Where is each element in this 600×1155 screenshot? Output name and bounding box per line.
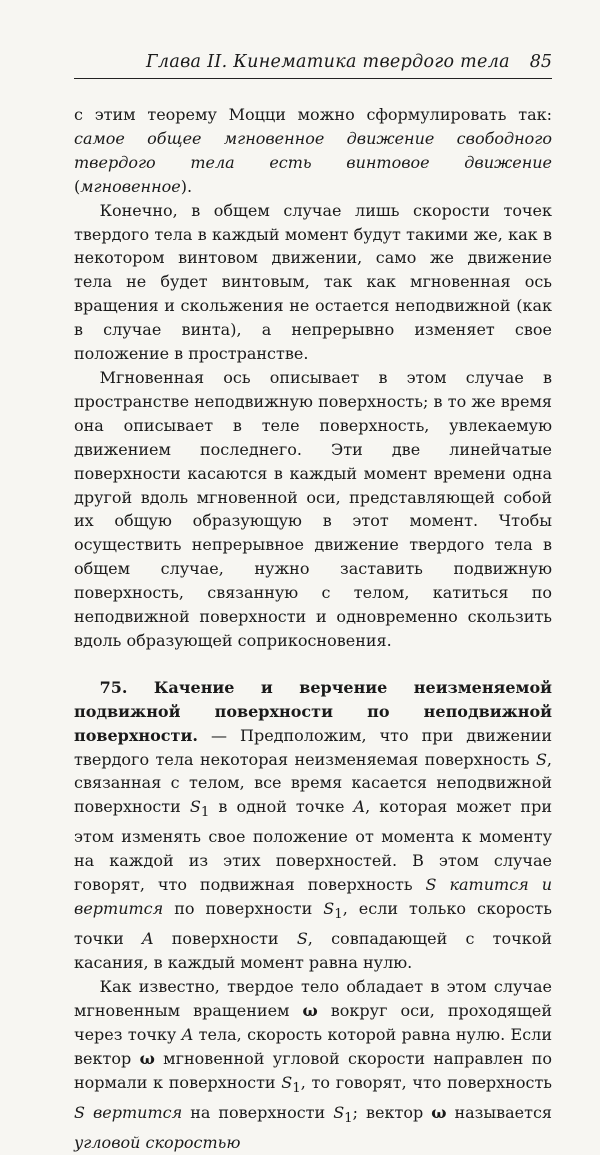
section-heading: 75. Качение и верчение неизменяемой подвижной поверхности по неподвижной поверхности. xyxy=(74,677,552,745)
running-title: Глава II. Кинематика твердого тела xyxy=(146,52,510,72)
paragraph-1: с этим теорему Моцци можно сформулировать так: самое общее мгновенное движение свободного твердого тела есть винтовое движение (мгновенное). xyxy=(74,105,552,196)
paragraph-2: Конечно, в общем случае лишь скорости точек твердого тела в каждый момент будут такими же, как в некотором винтовом движении, само же движение тела не будет винтовым, так как мгновенная ось вращения и скольжения не остается неподвижной (как в случае винта), а непрерывно изменяет свое положение в пространстве. xyxy=(74,200,552,364)
paragraph-3: Мгновенная ось описывает в этом случае в пространстве неподвижную поверхность; в то же время она описывает в теле поверхность, увлекаемую движением последнего. Эти две линейчатые поверхности касаются в каждый момент времени одна другой вдоль мгновенной оси, представляющей собой их общую образующую в этот момент. Чтобы осуществить непрерывное движение твердого тела в общем случае, нужно заставить подвижную поверхность, связанную с телом, катиться по неподвижной поверхности и одновременно скользить вдоль образующей соприкосновения. xyxy=(74,367,552,650)
paragraph-5: Как известно, твердое тело обладает в этом случае мгновенным вращением ω вокруг оси, проходящей через точку A тела, скорость которой равна нулю. Если вектор ω мгновенной угловой скорости направлен по нормали к поверхности $S_1$, то говорят, что поверхность S вертится на поверхности $S_1$; вектор ω называется угловой скоростью xyxy=(74,977,553,1152)
page-number: 85 xyxy=(529,52,552,72)
page-body xyxy=(74,103,552,1155)
section-75: 75. Качение и верчение неизменяемой подвижной поверхности по неподвижной поверхности. — Предположим, что при движении твердого тела некоторая неизменяемая поверхность S, связанная с телом, все время касается неподвижной поверхности $S_1$ в одной точке A, которая может при этом изменять свое положение от момента к моменту на каждой из этих поверхностей. В этом случае говорят, что подвижная поверхность S катится и вертится по поверхности $S_1$, если только скорость точки A поверхности S, совпадающей с точкой касания, в каждый момент равна нулю. xyxy=(74,677,553,973)
running-header xyxy=(74,50,552,79)
